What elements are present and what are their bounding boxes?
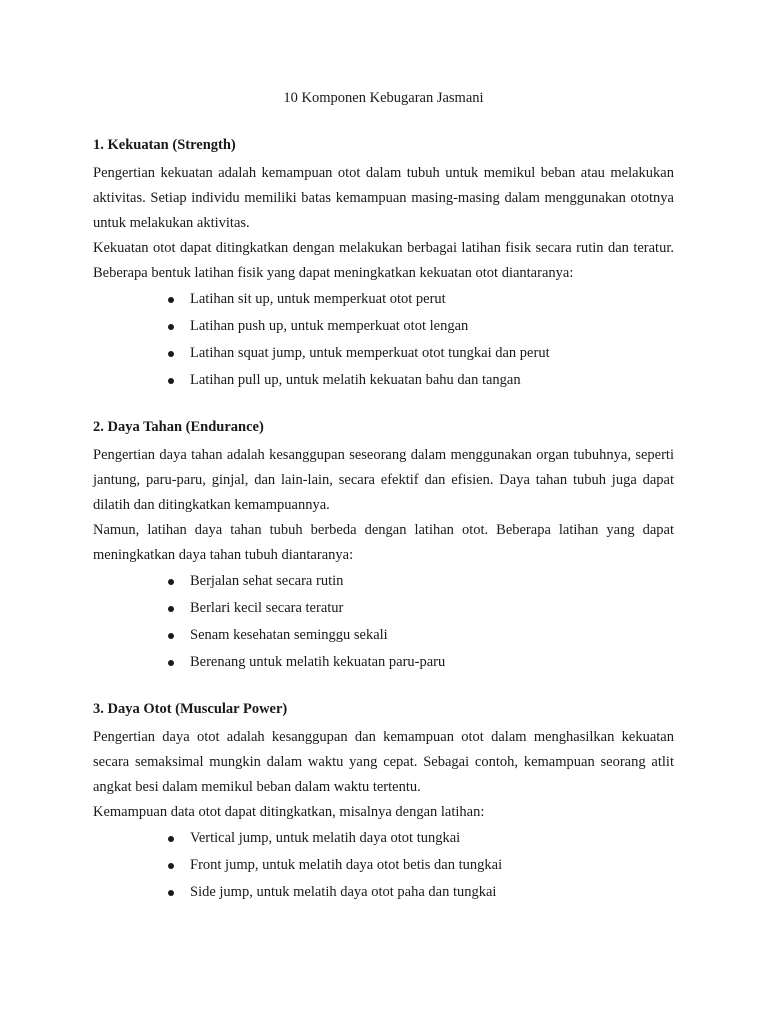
section-daya-tahan xyxy=(93,417,674,676)
section-daya-otot xyxy=(93,699,674,906)
list-item xyxy=(168,286,674,313)
list-item xyxy=(168,313,674,340)
bullet-icon xyxy=(168,351,174,357)
bullet-list xyxy=(93,825,674,906)
list-item-text: Front jump, untuk melatih daya otot betis dan tungkai xyxy=(190,857,503,873)
list-item xyxy=(168,622,674,649)
section-heading: 3. Daya Otot (Muscular Power) xyxy=(93,701,288,717)
list-item xyxy=(168,595,674,622)
list-item xyxy=(168,649,674,676)
section-kekuatan xyxy=(93,135,674,394)
bullet-icon xyxy=(168,863,174,869)
bullet-icon xyxy=(168,633,174,639)
paragraph: Kemampuan data otot dapat ditingkatkan, misalnya dengan latihan: xyxy=(93,804,485,820)
list-item-text: Side jump, untuk melatih daya otot paha dan tungkai xyxy=(190,884,497,900)
list-item-text: Senam kesehatan seminggu sekali xyxy=(190,627,388,643)
paragraph: Pengertian daya tahan adalah kesanggupan seseorang dalam menggunakan organ tubuhnya, seperti jantung, paru-paru, ginjal, dan lain-lain, secara efektif dan efisien. Daya tahan tubuh juga dapat dilatih dan ditingkatkan kemampuannya. xyxy=(93,447,674,513)
bullet-icon xyxy=(168,297,174,303)
paragraph: Pengertian daya otot adalah kesanggupan dan kemampuan otot dalam menghasilkan kekuatan secara semaksimal mungkin dalam waktu yang cepat. Sebagai contoh, kemampuan seorang atlit angkat besi dalam memikul beban dalam waktu tertentu. xyxy=(93,729,674,795)
section-heading: 2. Daya Tahan (Endurance) xyxy=(93,419,264,435)
bullet-icon xyxy=(168,378,174,384)
list-item xyxy=(168,568,674,595)
list-item-text: Latihan sit up, untuk memperkuat otot perut xyxy=(190,291,446,307)
bullet-icon xyxy=(168,890,174,896)
paragraph: Namun, latihan daya tahan tubuh berbeda dengan latihan otot. Beberapa latihan yang dapat meningkatkan daya tahan tubuh diantaranya: xyxy=(93,522,674,563)
document-title: 10 Komponen Kebugaran Jasmani xyxy=(283,90,484,106)
paragraph: Kekuatan otot dapat ditingkatkan dengan melakukan berbagai latihan fisik secara rutin dan teratur. Beberapa bentuk latihan fisik yang dapat meningkatkan kekuatan otot diantaranya: xyxy=(93,240,674,281)
bullet-icon xyxy=(168,836,174,842)
list-item-text: Latihan squat jump, untuk memperkuat otot tungkai dan perut xyxy=(190,345,550,361)
list-item xyxy=(168,367,674,394)
section-heading: 1. Kekuatan (Strength) xyxy=(93,137,236,153)
list-item xyxy=(168,879,674,906)
list-item xyxy=(168,825,674,852)
paragraph: Pengertian kekuatan adalah kemampuan otot dalam tubuh untuk memikul beban atau melakukan aktivitas. Setiap individu memiliki batas kemampuan masing-masing dalam menggunakan ototnya untuk melakukan aktivitas. xyxy=(93,165,674,231)
list-item xyxy=(168,852,674,879)
list-item-text: Berlari kecil secara teratur xyxy=(190,600,344,616)
bullet-icon xyxy=(168,660,174,666)
list-item-text: Latihan pull up, untuk melatih kekuatan bahu dan tangan xyxy=(190,372,521,388)
bullet-icon xyxy=(168,606,174,612)
list-item-text: Latihan push up, untuk memperkuat otot lengan xyxy=(190,318,469,334)
bullet-icon xyxy=(168,324,174,330)
bullet-list xyxy=(93,568,674,676)
list-item-text: Vertical jump, untuk melatih daya otot tungkai xyxy=(190,830,461,846)
list-item-text: Berenang untuk melatih kekuatan paru-paru xyxy=(190,654,446,670)
bullet-list xyxy=(93,286,674,394)
list-item xyxy=(168,340,674,367)
bullet-icon xyxy=(168,579,174,585)
list-item-text: Berjalan sehat secara rutin xyxy=(190,573,344,589)
